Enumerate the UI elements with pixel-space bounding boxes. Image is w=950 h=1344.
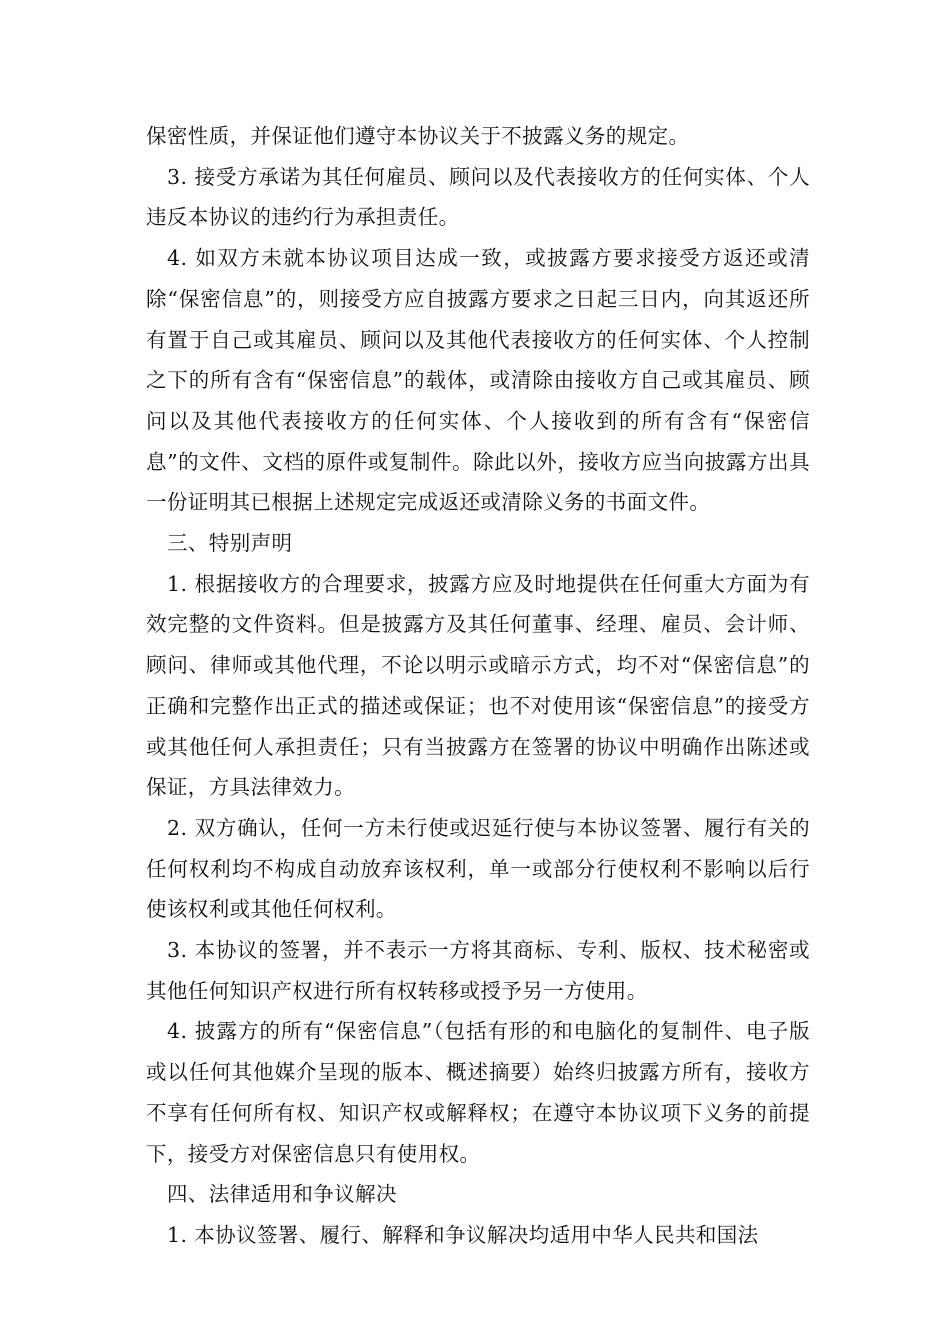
clause-2-4: 4. 如双方未就本协议项目达成一致，或披露方要求接受方返还或清除“保密信息”的，则接受方应自披露方要求之日起三日内，向其返还所有置于自己或其雇员、顾问以及其他代表接收方的任何实体、个人控制之下的所有含有“保密信息”的载体，或清除由接收方自己或其雇员、顾问以及其他代表接收方的任何实体、个人接收到的所有含有“保密信息”的文件、文档的原件或复制件。除此以外，接收方应当向披露方出具一份证明其已根据上述规定完成返还或清除义务的书面文件。 <box>146 246 810 515</box>
clause-2-3: 3. 接受方承诺为其任何雇员、顾问以及代表接收方的任何实体、个人违反本协议的违约行为承担责任。 <box>146 164 810 230</box>
clause-3-4: 4. 披露方的所有“保密信息”（包括有形的和电脑化的复制件、电子版或以任何其他媒介呈现的版本、概述摘要）始终归披露方所有，接收方不享有任何所有权、知识产权或解释权；在遵守本协议项下义务的前提下，接受方对保密信息只有使用权。 <box>146 1019 810 1166</box>
paragraph-continuation: 保密性质，并保证他们遵守本协议关于不披露义务的规定。 <box>146 124 690 148</box>
clause-3-2: 2. 双方确认，任何一方未行使或迟延行使与本协议签署、履行有关的任何权利均不构成自动放弃该权利，单一或部分行使权利不影响以后行使该权利或其他任何权利。 <box>146 815 810 922</box>
section-heading-3: 三、特别声明 <box>167 531 293 556</box>
clause-3-1: 1. 根据接收方的合理要求，披露方应及时地提供在任何重大方面为有效完整的文件资料。但是披露方及其任何董事、经理、雇员、会计师、顾问、律师或其他代理，不论以明示或暗示方式，均不对“保密信息”的正确和完整作出正式的描述或保证；也不对使用该“保密信息”的接受方或其他任何人承担责任；只有当披露方在签署的协议中明确作出陈述或保证，方具法律效力。 <box>146 571 810 800</box>
document-body <box>146 116 810 1256</box>
clause-4-1: 1. 本协议签署、履行、解释和争议解决均适用中华人民共和国法 <box>167 1222 759 1247</box>
clause-3-3: 3. 本协议的签署，并不表示一方将其商标、专利、版权、技术秘密或其他任何知识产权进行所有权转移或授予另一方使用。 <box>146 938 810 1003</box>
section-heading-4: 四、法律适用和争议解决 <box>167 1182 397 1207</box>
